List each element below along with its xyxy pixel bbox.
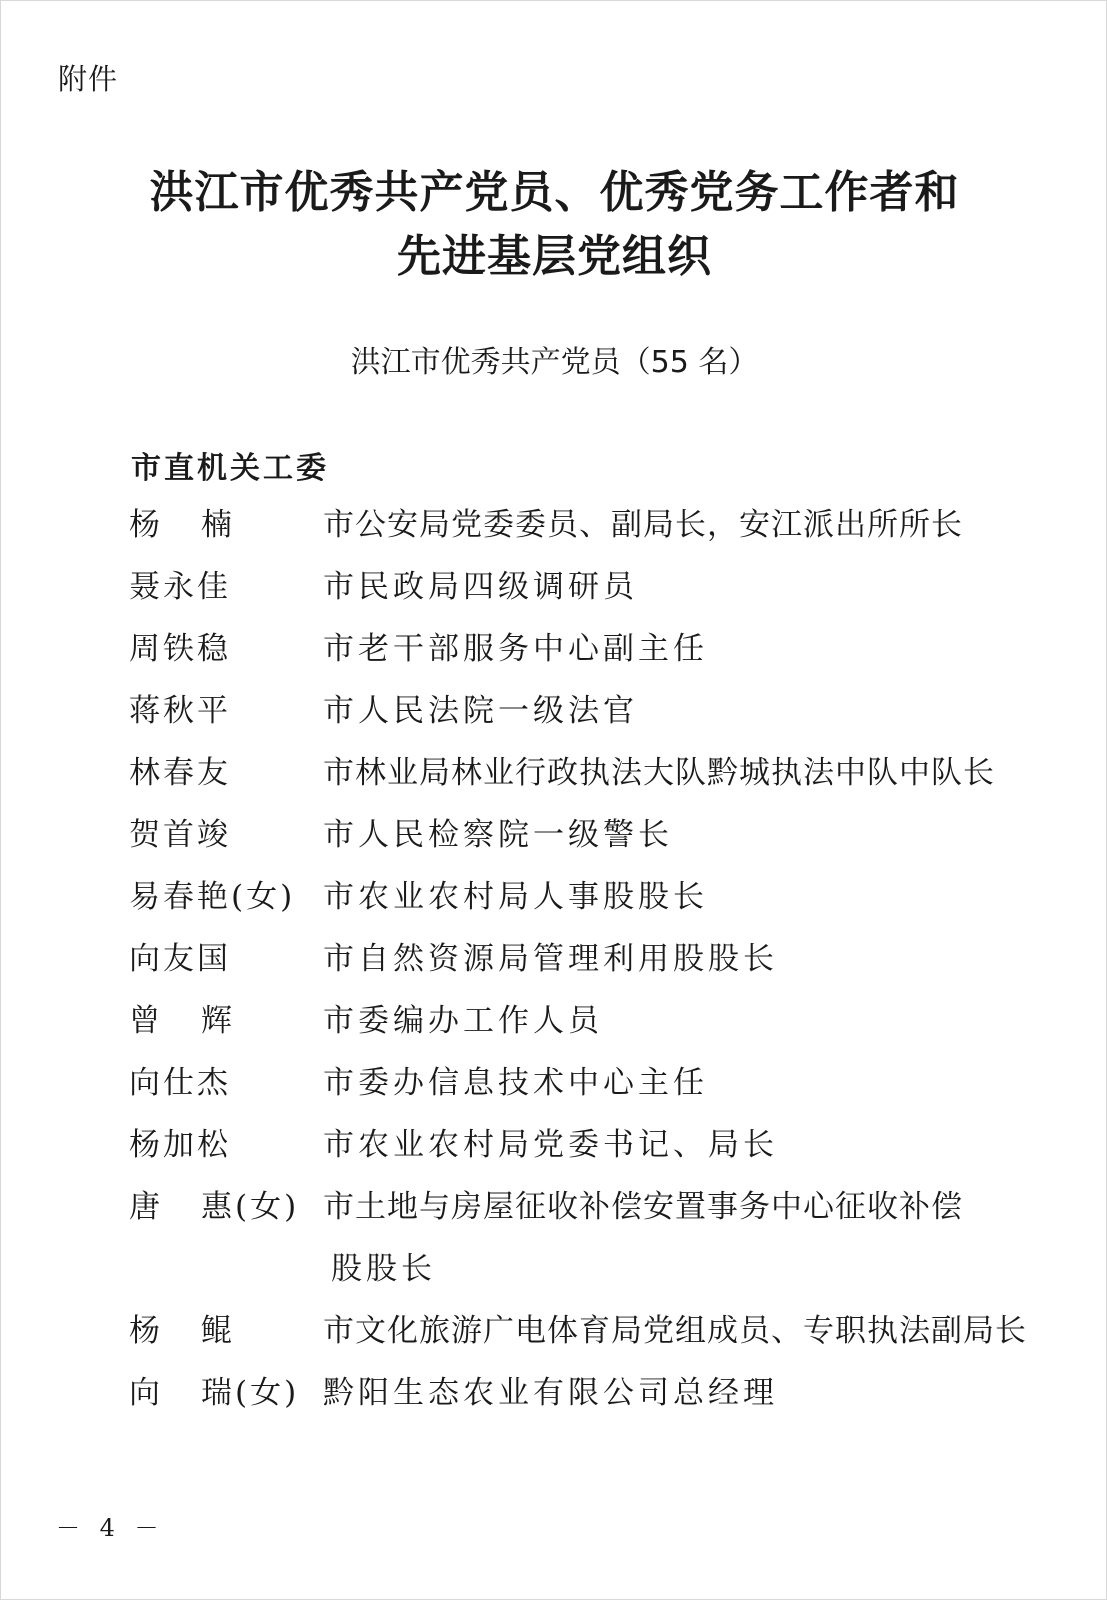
member-duty: 市民政局四级调研员 xyxy=(323,569,638,605)
member-duty: 市土地与房屋征收补偿安置事务中心征收补偿 xyxy=(323,1189,963,1225)
member-row xyxy=(1,503,1107,547)
member-row xyxy=(1,751,1107,795)
member-duty: 黔阳生态农业有限公司总经理 xyxy=(323,1375,778,1411)
section-title: 市直机关工委 xyxy=(131,451,329,486)
member-name: 唐 惠(女) xyxy=(129,1189,300,1225)
member-row xyxy=(1,1309,1107,1353)
member-duty: 市林业局林业行政执法大队黔城执法中队中队长 xyxy=(323,755,995,791)
member-name: 蒋秋平 xyxy=(129,693,231,729)
member-duty: 市老干部服务中心副主任 xyxy=(323,631,708,667)
member-name: 杨 楠 xyxy=(129,507,235,543)
member-name: 聂永佳 xyxy=(129,569,231,605)
member-name: 易春艳(女) xyxy=(129,879,296,915)
member-row xyxy=(1,937,1107,981)
member-row xyxy=(1,627,1107,671)
member-duty: 市委编办工作人员 xyxy=(323,1003,603,1039)
member-name: 周铁稳 xyxy=(129,631,231,667)
member-duty-continuation: 股股长 xyxy=(331,1251,436,1287)
member-name: 杨加松 xyxy=(129,1127,231,1163)
member-duty: 市文化旅游广电体育局党组成员、专职执法副局长 xyxy=(323,1313,1027,1349)
document-title-line2: 先进基层党组织 xyxy=(397,231,712,282)
member-row xyxy=(1,689,1107,733)
member-duty: 市人民法院一级法官 xyxy=(323,693,638,729)
member-name: 向 瑞(女) xyxy=(129,1375,300,1411)
member-duty: 市人民检察院一级警长 xyxy=(323,817,673,853)
member-row xyxy=(1,1185,1107,1287)
member-row xyxy=(1,1123,1107,1167)
member-row xyxy=(1,1371,1107,1415)
member-duty: 市农业农村局党委书记、局长 xyxy=(323,1127,778,1163)
member-name: 贺首竣 xyxy=(129,817,231,853)
member-row xyxy=(1,813,1107,857)
member-duty: 市自然资源局管理利用股股长 xyxy=(323,941,778,977)
member-name: 曾 辉 xyxy=(129,1003,235,1039)
member-row xyxy=(1,565,1107,609)
attachment-label: 附件 xyxy=(58,62,119,96)
page-number: － 4 － xyxy=(56,1514,165,1542)
member-name: 林春友 xyxy=(129,755,231,791)
member-name: 向友国 xyxy=(129,941,231,977)
member-row xyxy=(1,1061,1107,1105)
member-duty: 市公安局党委委员、副局长，安江派出所所长 xyxy=(323,507,963,543)
member-duty: 市委办信息技术中心主任 xyxy=(323,1065,708,1101)
member-duty: 市农业农村局人事股股长 xyxy=(323,879,708,915)
member-row xyxy=(1,875,1107,919)
document-title-line1: 洪江市优秀共产党员、优秀党务工作者和 xyxy=(149,167,960,218)
member-name: 向仕杰 xyxy=(129,1065,231,1101)
member-name: 杨 鲲 xyxy=(129,1313,235,1349)
list-subtitle: 洪江市优秀共产党员（55 名） xyxy=(350,345,759,380)
member-row xyxy=(1,999,1107,1043)
